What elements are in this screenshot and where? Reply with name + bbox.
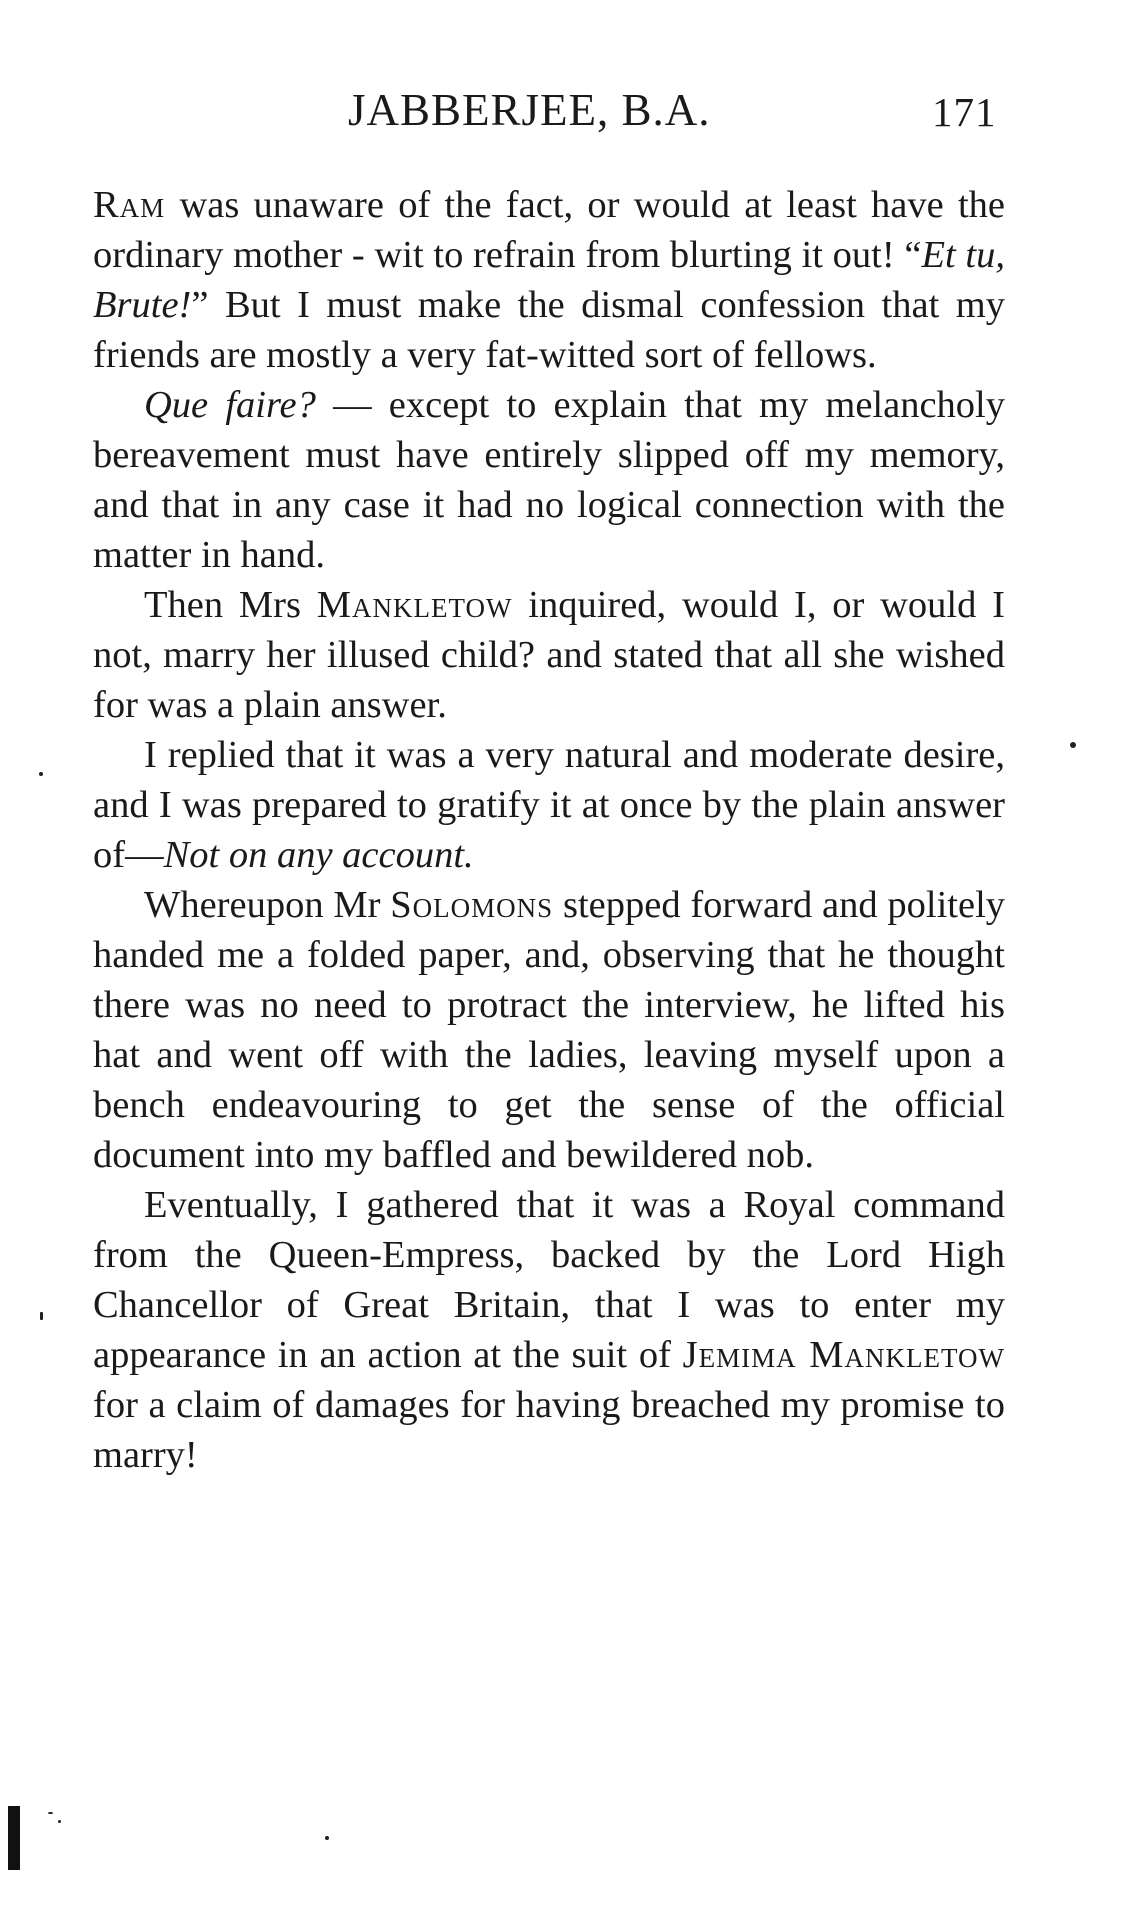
text-run: was unaware of the fact, or would at least have the ordinary mother - wit to refrain from blurting it out! “: [93, 184, 1005, 276]
paragraph: [93, 730, 1005, 880]
scan-speck: [48, 1812, 53, 1814]
paragraph: [93, 580, 1005, 730]
scan-speck: [325, 1836, 329, 1840]
paragraph: [93, 1180, 1005, 1480]
text-run: Then Mrs: [144, 584, 317, 626]
text-run: ” But I must make the dismal confession that my friends are mostly a very fat-witted sort of fellows.: [93, 284, 1005, 376]
running-title: JABBERJEE, B.A.: [348, 85, 711, 135]
paragraph: [93, 880, 1005, 1180]
text-run: — except to explain that my melancholy bereavement must have entirely slipped off my memory, and that in any case it had no logical connection with the matter in hand.: [93, 384, 1005, 576]
text-run: Whereupon Mr: [144, 884, 391, 926]
page-header: [0, 84, 1147, 144]
page-number: 171: [932, 89, 997, 135]
text-run: stepped forward and politely handed me a folded paper, and, observing that he thought there was no need to protract the interview, he lifted his hat and went off with the ladies, leaving myself upon a bench endeavouring to get the sense of the official document into my baffled and bewildered nob.: [93, 884, 1006, 1176]
text-run: inquired, would I, or would I not, marry her illused child? and stated that all she wished for was a plain answer.: [93, 584, 1005, 726]
text-run: Jemima Mankletow: [682, 1334, 1005, 1376]
text-run: Et tu, Brute!: [93, 234, 1005, 326]
text-run: Mankletow: [316, 584, 513, 626]
scan-edge-mark: [8, 1806, 20, 1870]
paragraph: [93, 180, 1005, 380]
body-text: [93, 180, 1005, 1480]
scan-speck: [58, 1820, 61, 1823]
text-run: Eventually, I gathered that it was a Royal command from the Queen-Empress, backed by the Lord High Chancellor of Great Britain, that I was to enter my appearance in an action at the suit of: [93, 1184, 1005, 1376]
text-run: Solomons: [390, 884, 554, 926]
text-run: for a claim of damages for having breached my promise to marry!: [93, 1384, 1005, 1476]
scan-speck: [40, 1312, 43, 1320]
text-run: Ram: [93, 184, 166, 226]
paragraph: [93, 380, 1005, 580]
text-run: I replied that it was a very natural and moderate desire, and I was prepared to gratify it at once by the plain answer of—: [93, 734, 1005, 876]
scan-speck: [1070, 742, 1076, 748]
text-run: Not on any account.: [163, 834, 474, 876]
scan-speck: [39, 772, 43, 776]
text-run: Que faire?: [144, 384, 316, 426]
